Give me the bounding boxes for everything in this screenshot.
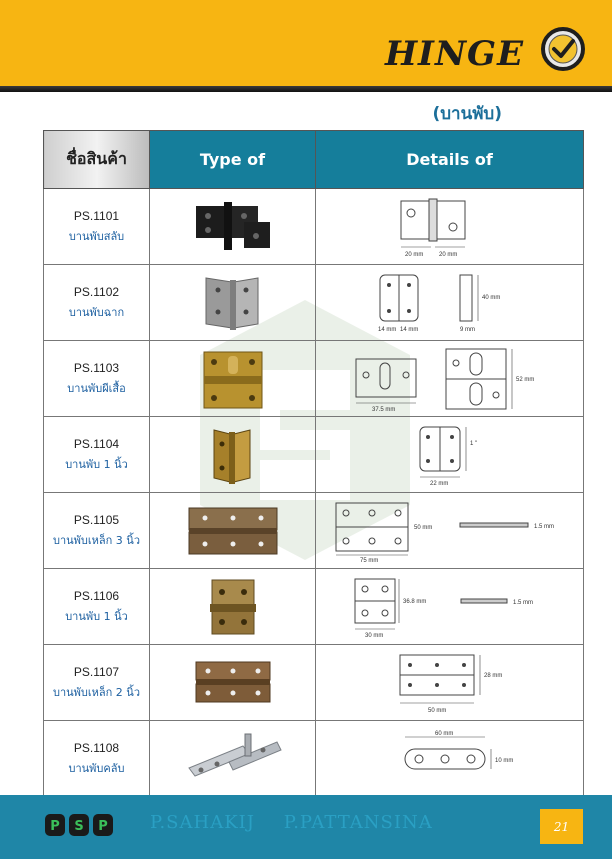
hinge-photo-ps1104 [188,424,278,486]
product-diagram-cell [316,341,584,417]
product-thai-name: บานพับผีเสื้อ [67,381,126,395]
header-stripe [0,86,612,92]
company-logo [45,812,115,838]
product-photo-cell [150,265,316,341]
product-photo-cell [150,569,316,645]
product-code: PS.1108 [73,740,120,755]
company-names [150,812,455,833]
dim-label: 50 mm [413,524,432,531]
product-thai-name: บานพับ 1 นิ้ว [65,609,128,623]
product-code: PS.1103 [73,360,120,375]
dim-label: 1 " [469,440,477,447]
product-code: PS.1105 [73,512,120,527]
dim-label: 1.5 mm [512,599,533,606]
logo-letter: P [98,819,108,834]
product-diagram-cell [316,493,584,569]
dim-label: 60 mm [434,730,453,737]
product-photo-cell [150,341,316,417]
dim-label: 36.8 mm [402,598,426,605]
dim-label: 20 mm [438,251,457,258]
dim-label: 22 mm [429,480,448,487]
product-code: PS.1107 [73,664,120,679]
product-name-cell [44,569,150,645]
table-row [44,721,584,797]
page-number: 21 [540,809,583,844]
logo-letter: S [74,819,84,834]
table-row [44,569,584,645]
logo-letter: P [50,819,60,834]
diagram-ps1102 [370,271,530,335]
hinge-photo-ps1108 [183,728,283,790]
product-code: PS.1106 [73,588,120,603]
product-name-cell [44,645,150,721]
hinge-photo-ps1107 [188,652,278,714]
product-code: PS.1102 [73,284,120,299]
product-name-cell [44,417,150,493]
product-thai-name: บานพับเหล็ก 3 นิ้ว [52,533,140,547]
dim-label: 75 mm [359,557,378,563]
product-name-cell [44,265,150,341]
diagram-ps1104 [400,423,500,487]
dim-label: 10 mm [494,757,513,764]
dim-label: 9 mm [459,326,475,333]
page-title: HINGE [384,34,524,74]
dim-label: 28 mm [483,672,502,679]
product-thai-name: บานพับสลับ [68,229,125,243]
product-thai-name: บานพับฉาก [68,305,125,319]
product-diagram-cell [316,189,584,265]
product-diagram-cell [316,417,584,493]
product-diagram-cell [316,645,584,721]
hinge-photo-ps1101 [188,196,278,258]
product-photo-cell [150,721,316,797]
dim-label: 14 mm [399,326,418,333]
product-thai-name: บานพับคลับ [68,761,125,775]
product-photo-cell [150,645,316,721]
hinge-catalog-table [43,130,584,797]
check-badge-icon [540,26,586,72]
page-subtitle: (บานพับ) [432,104,502,124]
product-photo-cell [150,417,316,493]
product-diagram-cell [316,569,584,645]
column-header-name: ชื่อสินค้า [44,131,150,189]
table-row [44,341,584,417]
product-name-cell [44,341,150,417]
dim-label: 50 mm [427,707,446,714]
hinge-photo-ps1103 [188,348,278,410]
company-name-2: P.PATTANSINA [283,812,433,833]
product-code: PS.1101 [73,208,120,223]
column-header-details: Details of [316,131,584,189]
dim-label: 14 mm [377,326,396,333]
dim-label: 37.5 mm [371,406,395,413]
diagram-ps1108 [375,727,525,791]
diagram-ps1107 [380,651,520,715]
column-header-type: Type of [150,131,316,189]
diagram-ps1106 [335,575,565,639]
product-photo-cell [150,493,316,569]
hinge-photo-ps1106 [188,576,278,638]
table-row [44,265,584,341]
dim-label: 30 mm [364,632,383,639]
table-row [44,189,584,265]
product-thai-name: บานพับ 1 นิ้ว [65,457,128,471]
diagram-ps1105 [330,499,570,563]
product-name-cell [44,493,150,569]
dim-label: 52 mm [515,376,534,383]
hinge-photo-ps1105 [183,500,283,562]
product-code: PS.1104 [73,436,120,451]
diagram-ps1103 [350,345,550,413]
table-row [44,645,584,721]
product-thai-name: บานพับเหล็ก 2 นิ้ว [52,685,140,699]
product-photo-cell [150,189,316,265]
product-diagram-cell [316,265,584,341]
diagram-ps1101 [375,195,525,259]
company-name-1: P.SAHAKIJ [150,812,255,833]
table-row [44,417,584,493]
product-diagram-cell [316,721,584,797]
dim-label: 20 mm [404,251,423,258]
product-name-cell [44,189,150,265]
dim-label: 1.5 mm [533,523,554,530]
table-header-row [44,131,584,189]
product-name-cell [44,721,150,797]
hinge-photo-ps1102 [188,272,278,334]
dim-label: 40 mm [481,294,500,301]
table-row [44,493,584,569]
